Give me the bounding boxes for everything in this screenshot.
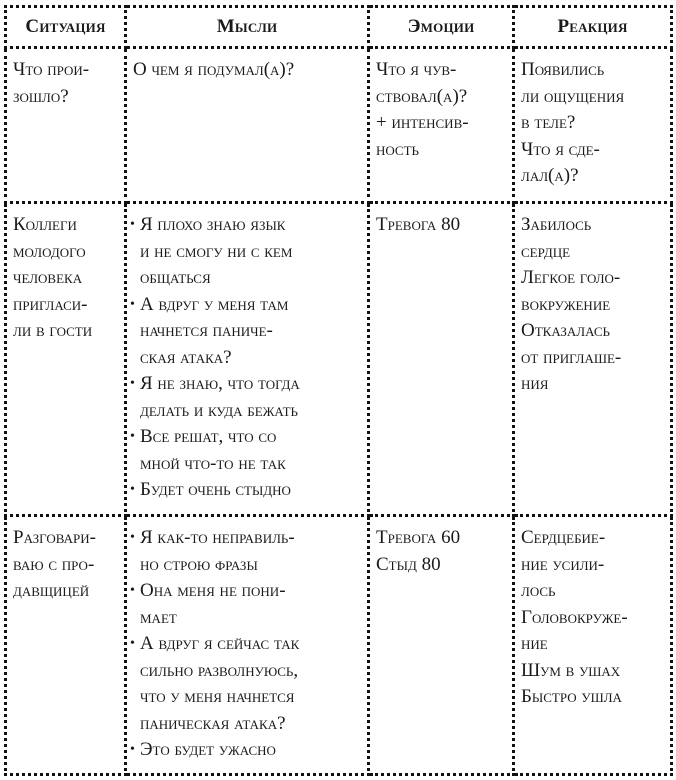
table-row [6,516,672,775]
header-reaction: Реакция [514,7,672,48]
text-line: Быстро ушла [521,686,622,707]
text-line: делать и куда бежать [140,399,299,421]
header-row [6,7,672,48]
cell-situation [6,516,126,775]
text-line: Что я сде- [521,138,600,160]
header-emotions: Эмоции [369,7,514,48]
text-line: и не смогу ни с кем [140,240,293,262]
bullet-icon: • [130,742,135,757]
cell-emotions [369,203,514,516]
text-line: ствовал(а)? [376,85,468,107]
thoughts-text [127,517,367,764]
thought-item [129,525,367,578]
text-line: А вдруг у меня там [140,293,289,315]
text-line: в теле? [521,112,576,133]
text-line: что у меня начнется [140,686,295,707]
thoughts-text [127,204,367,504]
text-line: Разговари- [13,527,96,548]
text-line: вокружение [521,293,611,315]
bullet-icon: • [130,530,135,545]
text-line: мной что-то не так [140,452,286,474]
text-line: Появились [521,59,605,80]
text-line: Что прои- [13,59,90,80]
text-line: лось [521,580,556,601]
text-line: Она меня не пони- [140,580,286,601]
cell-situation [6,48,126,203]
text-line: мает [140,606,177,628]
text-line: Шум в ушах [521,659,621,681]
text-line: Головокруже- [521,606,628,628]
text-line: Я как-то неправиль- [140,527,295,548]
text-line: от приглаше- [521,346,622,368]
bullet-icon: • [130,429,135,444]
text-line: Стыд 80 [376,553,441,575]
text-line: + интенсив- [376,112,469,133]
situation-text [7,517,124,605]
thought-item [129,424,367,477]
text-line: Забилось [521,214,592,235]
text-line: ли в гости [13,320,93,341]
bullet-icon: • [130,583,135,598]
text-line: ние усили- [521,553,605,575]
thought-item [129,737,367,764]
text-line: Что я чув- [376,59,457,80]
text-line: ваю с про- [13,553,95,575]
text-line: Тревога 60 [376,527,461,548]
text-line: пригласи- [13,293,88,315]
cell-emotions [369,48,514,203]
bullet-icon: • [130,376,135,391]
text-line: общаться [140,267,211,288]
text-line: паническая атака? [140,712,286,734]
text-line: сильно разволнуюсь, [140,659,299,681]
bullet-icon: • [130,217,135,232]
text-line: ность [376,138,420,160]
bullet-icon: • [130,296,135,312]
cell-thoughts [126,48,369,203]
cell-reaction [514,516,672,775]
cell-emotions [369,516,514,775]
text-line: Я плохо знаю язык [140,214,286,235]
thought-record-table [4,5,673,776]
thought-item [129,578,367,631]
text-line: молодого [13,240,86,262]
text-line: О чем я подумал(а)? [133,59,295,80]
emotions-text [370,204,512,239]
reaction-text [515,204,670,398]
thought-item [129,631,367,737]
cell-thoughts [126,203,369,516]
text-line: сердце [521,240,571,262]
table-row [6,48,672,203]
text-line: ния [521,373,549,394]
text-line: зошло? [13,85,69,107]
header-situation: Ситуация [6,7,126,48]
text-line: лал(а)? [521,165,579,186]
text-line: Это будет ужасно [140,739,276,760]
cell-thoughts [126,516,369,775]
text-line: ли ощущения [521,85,625,107]
text-line: Отказалась [521,320,610,341]
cell-situation [6,203,126,516]
text-line: ние [521,633,548,654]
thought-item [129,477,367,504]
text-line: Будет очень стыдно [140,479,291,500]
thought-item [129,371,367,424]
text-line: А вдруг я сейчас так [140,633,300,654]
situation-text [7,49,124,110]
text-line: человека [13,267,83,288]
text-line: Все решат, что со [140,426,277,447]
text-line: ская атака? [140,346,232,368]
reaction-text [515,517,670,711]
text-line: начнется паниче- [140,320,273,341]
table-row [6,203,672,516]
header-thoughts: Мысли [126,7,369,48]
thoughts-text [127,49,367,84]
text-line: Легкое голо- [521,267,621,288]
text-line: Сердцебие- [521,527,606,548]
text-line: Тревога 80 [376,214,461,235]
text-line: давщицей [13,580,90,601]
emotions-text [370,49,512,163]
thought-item [129,292,367,372]
emotions-text [370,517,512,578]
reaction-text [515,49,670,190]
text-line: Я не знаю, что тогда [140,373,300,394]
thought-item [129,212,367,292]
text-line: Коллеги [13,214,77,235]
situation-text [7,204,124,345]
bullet-icon: • [130,636,135,651]
text-line: но строю фразы [140,553,258,575]
thought-record-table-wrapper [4,5,673,776]
cell-reaction [514,48,672,203]
bullet-icon: • [130,482,135,497]
cell-reaction [514,203,672,516]
thought-item [133,57,367,84]
